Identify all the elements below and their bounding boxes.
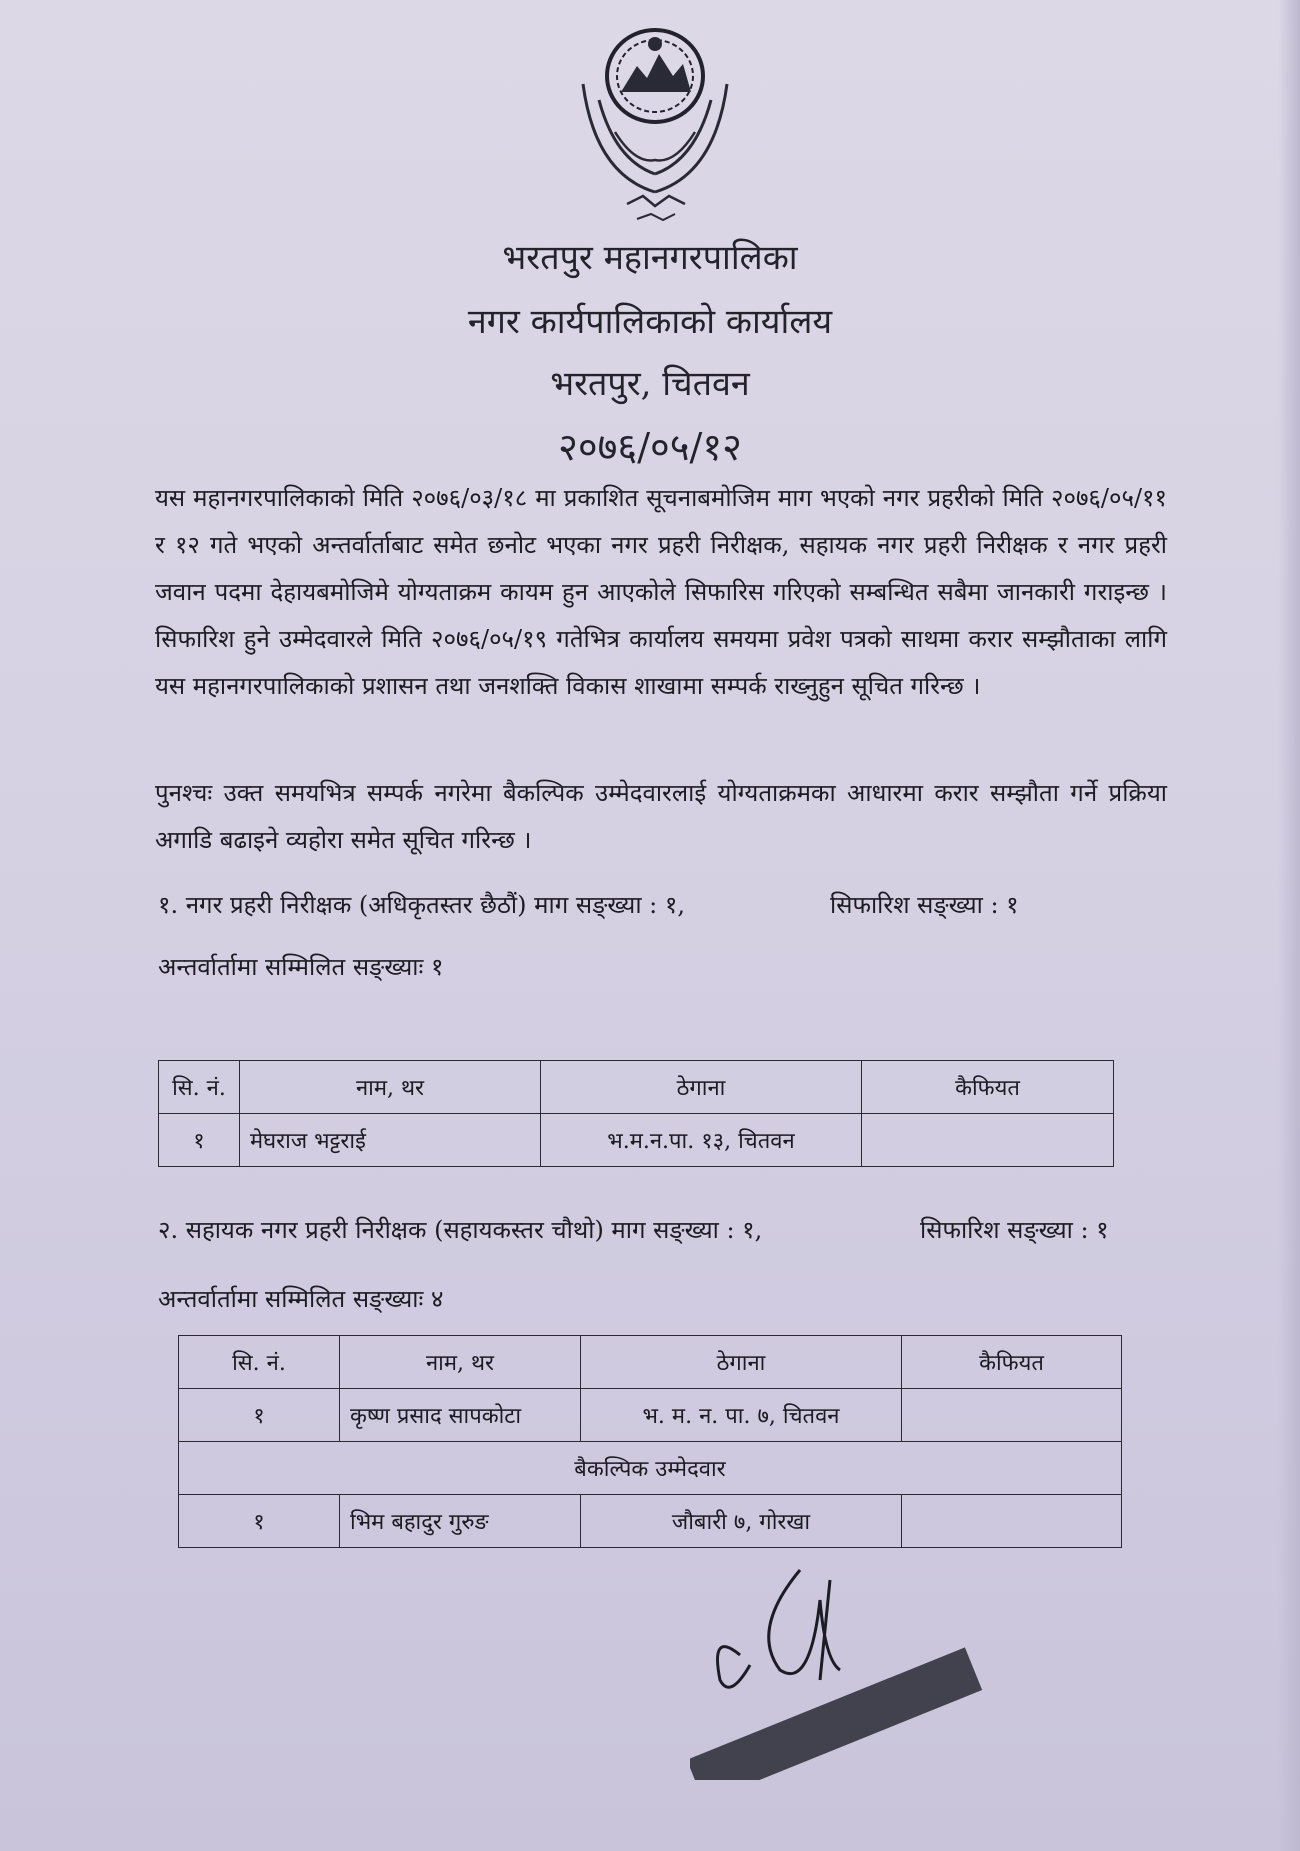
office-subtitle: नगर कार्यपालिकाको कार्यालय xyxy=(467,302,833,342)
notice-paragraph: यस महानगरपालिकाको मिति २०७६/०३/१८ मा प्रकाशित सूचनाबमोजिम माग भएको नगर प्रहरीको मिति २०७६/०५/११ र १२ गते भएको अन्तर्वार्ताबाट समेत छनोट भएका नगर प्रहरी निरीक्षक, सहायक नगर प्रहरी निरीक्षक र नगर प्रहरी जवान पदमा देहायबमोजिमे योग्यताक्रम कायम हुन आएकोले सिफारिस गरिएको सम्बन्धित सबैमा जानकारी गराइन्छ । सिफारिश हुने उम्मेदवारले मिति २०७६/०५/१९ गतेभित्र कार्यालय समयमा प्रवेश पत्रको साथमा करार सम्झौताका लागि यस महानगरपालिकाको प्रशासन तथा जनशक्ति विकास शाखामा सम्पर्क राख्नुहुन सूचित गरिन्छ । xyxy=(155,484,1167,700)
cell-address: भ. म. न. पा. ७, चितवन xyxy=(581,1389,902,1442)
alternate-candidate-label-row xyxy=(179,1442,1122,1495)
municipality-seal-icon xyxy=(555,14,755,229)
cell-address: भ.म.न.पा. १३, चितवन xyxy=(541,1114,862,1167)
table-header-row xyxy=(179,1336,1122,1389)
header-name: नाम, थर xyxy=(240,1061,541,1114)
cell-serial: १ xyxy=(159,1114,240,1167)
section1-table xyxy=(158,1060,1114,1167)
notice-date: २०७६/०५/१२ xyxy=(558,425,742,469)
officer-signature-stamp-icon xyxy=(690,1560,1010,1780)
header-address: ठेगाना xyxy=(541,1061,862,1114)
section1-recommended-count: सिफारिश सङ्ख्या : १ xyxy=(830,891,1019,919)
cell-name: मेघराज भट्टराई xyxy=(240,1114,541,1167)
header-serial: सि. नं. xyxy=(159,1061,240,1114)
header-serial: सि. नं. xyxy=(179,1336,340,1389)
cell-name: भिम बहादुर गुरुङ xyxy=(340,1495,581,1548)
section1-title: १. नगर प्रहरी निरीक्षक (अधिकृतस्तर छैठौं) माग सङ्ख्या : १, xyxy=(158,891,685,919)
cell-serial: १ xyxy=(179,1389,340,1442)
cell-serial: १ xyxy=(179,1495,340,1548)
header-address: ठेगाना xyxy=(581,1336,902,1389)
office-location: भरतपुर, चितवन xyxy=(550,364,750,404)
table-row xyxy=(159,1114,1114,1167)
cell-name: कृष्ण प्रसाद सापकोटा xyxy=(340,1389,581,1442)
header-remarks: कैफियत xyxy=(902,1336,1122,1389)
table-row xyxy=(179,1389,1122,1442)
postscript-paragraph: पुनश्चः उक्त समयभित्र सम्पर्क नगरेमा बैकल्पिक उम्मेदवारलाई योग्यताक्रमका आधारमा करार सम्झौता गर्ने प्रक्रिया अगाडि बढाइने व्यहोरा समेत सूचित गरिन्छ । xyxy=(155,779,1167,854)
section2-interview-count: अन्तर्वार्तामा सम्मिलित सङ्ख्याः ४ xyxy=(158,1285,444,1313)
cell-remarks xyxy=(902,1389,1122,1442)
section1-interview-count: अन्तर्वार्तामा सम्मिलित सङ्ख्याः १ xyxy=(158,953,444,981)
office-name: भरतपुर महानगरपालिका xyxy=(502,238,798,278)
cell-remarks xyxy=(902,1495,1122,1548)
header-name: नाम, थर xyxy=(340,1336,581,1389)
table-row xyxy=(179,1495,1122,1548)
alternate-candidate-label: बैकल्पिक उम्मेदवार xyxy=(179,1442,1122,1495)
cell-remarks xyxy=(862,1114,1114,1167)
section2-table xyxy=(178,1335,1122,1548)
table-header-row xyxy=(159,1061,1114,1114)
section2-recommended-count: सिफारिश सङ्ख्या : १ xyxy=(920,1216,1109,1244)
section2-title: २. सहायक नगर प्रहरी निरीक्षक (सहायकस्तर चौथो) माग सङ्ख्या : १, xyxy=(158,1216,763,1244)
cell-address: जौबारी ७, गोरखा xyxy=(581,1495,902,1548)
header-remarks: कैफियत xyxy=(862,1061,1114,1114)
